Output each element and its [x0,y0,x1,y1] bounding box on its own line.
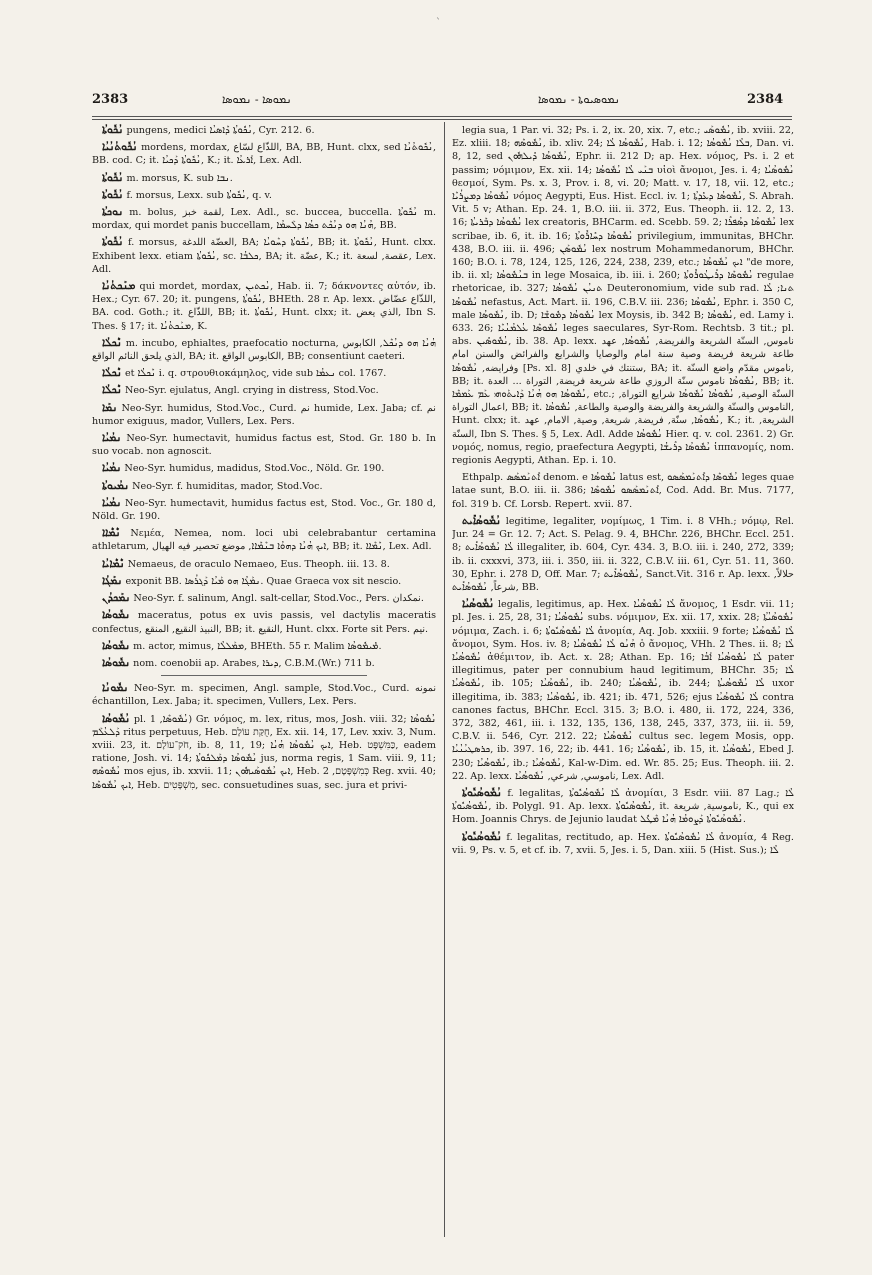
dictionary-entry [92,236,436,276]
entry-headword: ܢܳܟܽܘܬܳܐ [102,236,124,249]
dictionary-entry [452,471,794,511]
dictionary-entry [452,515,794,594]
entry-headword: ܢܡܽܘܣܳܐ [102,656,131,669]
dictionary-entry [92,713,436,792]
entry-headword: ܢܡܳܝܘܬܳܐ [102,479,130,492]
entry-headword: ܢܡܰܟܕܳܢ [102,592,131,605]
dictionary-entry [92,609,436,635]
dictionary-entry [452,598,794,783]
entry-headword: ܢܡܽܘܢܳܐ [102,682,129,695]
column-separator [444,122,445,1237]
entry-text: f. morsus, Lexx. sub ܢܳܟܽܘܬܳܐ, q. v. [126,189,272,201]
entry-text: Neo-Syr. humidus, Stod.Voc., Curd. نم humide, Lex. Jaba; cf. نم humor exiguus, mador, Vullers, Lex. Pers. [92,402,436,427]
entry-headword: ܢܶܟܠܳܐ [102,384,122,397]
entry-headword: ܢܳܟܽܘܬܳܐ [102,171,124,184]
dictionary-entry [92,189,436,202]
right-column [452,124,794,1234]
entry-text: et ܢܶܟܠܳܐ i. q. στρουθιοκάμηλος, vide sub ܢܥܡܳܐ col. 1767. [124,368,387,380]
entry-text: nom. coenobii ap. Arabes, ܕܝܪܐ, C.B.M.(Wr.) 711 b. [133,657,375,669]
entry-headword: ܢܳܟܽܘܬܳܐ [102,124,124,136]
entry-text: mordens, mordax, اللذّاع لسّاع, BA, BB, Hunt. clxx, sed ܢܳܟܽܘܬܳܢܳܐ, BB. cod. C; it. ܢܳܟܽܘܬܳܐ ܕܰܟܝܳܐ, K.; it. ܐܰܪܥܳܐ, Lex. Adl. [92,142,436,167]
header-rule-bottom [92,119,792,120]
entry-text: Nemaeus, de oraculo Nemaeo, Eus. Theoph. iii. 13. 8. [127,558,390,570]
entry-headword: ܢܶܟܠܳܐ [102,367,122,380]
dictionary-entry [92,657,436,670]
dictionary-entry [92,402,436,428]
entry-text: pungens, medici ܢܳܟܽܘܬܳܐ ܕܶܐܣܝܳܐ, Cyr. 212. 6. [126,125,315,136]
entry-headword: ܢܶܟܠܳܐ [102,336,122,349]
dictionary-entry [92,575,436,588]
dictionary-entry [92,432,436,458]
entry-headword: ܢܳܡܽܘܣܳܐ [102,712,131,725]
dictionary-entry [92,592,436,605]
running-header [0,92,872,114]
entry-headword: ܢܳܡܽܘܣܳܐܺܝܬ [462,514,501,527]
entry-text: m. actor, mimus, ܡܡܰܠܠܳܐ, BHEth. 55 r. Malim ܡܺܝܡܽܘܣܳܐ. [133,640,382,652]
left-column [92,124,436,1234]
entry-headword: ܢܡܰܐ [102,401,118,414]
entry-text: maceratus, potus ex uvis passis, vel dactylis maceratis confectus, النبيذ النقيع, المنقع, BB; it. النقيع, Hunt. clxx. Forte sit Pers. نيم. [92,610,436,635]
dictionary-entry [92,172,436,185]
entry-headword: ܢܡܳܝܳܐ [102,496,122,509]
entry-text: Neo-Syr. m. specimen, Angl. sample, Stod.Voc., Curd. نمونه échantillon, Lex. Jaba; it. specimen, Vullers, Lex. Pers. [92,683,436,708]
dictionary-entry [92,682,436,708]
dictionary-entry [92,527,436,553]
entry-text: m. incubo, ephialtes, praefocatio nocturna, ܗܳܢܳܐ ܗܘ ܕܢܳܟܶܠ, الكابوس الذي يلحق النائم الواقع, BA; it. الكابوس الواقع, BB; consentiunt caeteri. [92,337,436,363]
dictionary-entry [92,384,436,397]
entry-text: Neo-Syr. humectavit, humidus factus est, Stod. Voc., Gr. 180 d, Nöld. Gr. 190. [92,497,436,523]
entry-headword: ܢܡܽܘܣܳܐ [102,639,131,652]
dictionary-entry [92,124,436,137]
entry-headword: ܢܳܡܽܘܣܳܝܽܘܬܳܐ [462,830,502,843]
entry-text: legalis, legitimus, ap. Hex. ܠܳܐ ܢܳܡܽܘܣܳܝܳܐ ἄνομος, 1 Esdr. vii. 11; pl. Jes. i. 25, 28, 31; ܢܳܡܽܘܣܳܝܳܐ subs. νόμιμον, Ex. xii. 17, xxix. 28; ܢܳܡܽܘܣܳܝܳܬܳܐ νόμιμα, Zach. i. 6; ܠܳܐ ܢܳܡܽܘܣܳܝܽܘܬܳܐ ἀνομία, Aq. Job. xxxiii. 9 forte; ܠܳܐ ܢܳܡܽܘܣܳܝܳܐ ἄνομοι, Sym. Hos. iv. 8; ܗܳܢܳܘ ܠܳܐ ܢܳܡܽܘܣܳܝܳܐ ὁ ἄνομος, VHh. 2 Thes. ii. 8; ܠܳܐ ܢܳܡܽܘܣܳܝܳܐ ἀθέμιτον, ib. Act. x. 28; Athan. Ep. 16; ܠܳܐ ܢܳܡܽܘܣܳܝܳܐ ܐܰܒܳܐ pater illegitimus, pater per connubium haud legitimum, BHChr. 35; ܠܳܐ ܢܳܡܽܘܣܳܝܳܐ, ib. 105; ܢܳܡܽܘܣܳܝܳܐ, ib. 240; ܢܳܡܽܘܣܳܝܳܐ, ib. 244; ܠܳܐ ܢܳܡܽܘܣܳܝܬܳܐ uxor illegitima, ib. 383; ܢܳܡܽܘܣܳܝܳܐ, ib. 421; ib. 471, 526; ejus ܠܳܐ ܢܳܡܽܘܣܳܝܳܐ contra canones factus, BHChr. Eccl. 315. 3; B.O. i. 480, ii. 172, 224, 336, 372, 382, 461, iii. i. 132, 135, 136, 138, 245, 337, 373, iii. ii. 59, C.B.V. ii. 546, Cyr. 212. 22; ܢܳܡܽܘܣܳܝܳܐ cultus sec. legem Mosis, opp. ܟܪܣܛܝܳܢܳܝܳܐ, ib. 397. 16, 22; ib. 441. 16; ܢܳܡܽܘܣܳܝܳܐ, ib. 15, it. ܢܳܡܽܘܣܳܝܳܐ, Ebed J. 230; ܢܳܡܽܘܣܳܝܳܐ, ib.; ܢܳܡܽܘܣܳܝܳܐ, Kal-w-Dim. ed. Wr. 85. 25; Eus. Theoph. iii. 2. 22. Ap. lexx. ناموسي, شرعي, ܢܳܡܽܘܣܳܝܳܐ, Lex. Adl. [452,599,794,782]
dictionary-entry [92,280,436,333]
entry-text: pl. ܢܳܡܽܘܣܶܐ, 1) Gr. νόμος, m. lex, ritus, mos, Josh. viii. 32; ܢܳܡܽܘܣܳܐ ܕܰܠܥܳܠܰܡ ritus perpetuus, Heb. חֻקַּת עוֹלָם, Ex. xii. 14, 17, Lev. xxiv. 3, Num. xviii. 23, it. חֹק־עוֹלָם, ib. 8, 11, 19; ܐܝܟ ܢܳܡܽܘܣܳܐ ܗܳܢܳܐ, Heb. כַּמִּשְׁפָּט, eadem ratione, Josh. vi. 14; ܢܳܡܽܘܣܳܐ ܕܡܰܠܟܽܘܬܳܐ jus, norma regis, 1 Sam. viii. 9, 11; ܢܳܡܽܘܣܶܗ mos ejus, ib. xxvii. 11; ܐܝܟ ܢܳܡܽܘܣܰܝܗܽܘܢ, Heb. כְּמִשְׁפָּטָם, 2 Reg. xvii. 40; ܐܝܟ ܢܳܡܽܘܣܶܐ, Heb. מִשְׁפָּטִים, sec. consuetudines suas, sec. jura et privi- [92,713,436,791]
dictionary-entry [452,124,794,467]
entry-headword: ܢܳܡܽܘܣܳܝܽܘܬܳܐ [462,786,502,799]
entry-text: Ethpalp. ܐܶܬܢܰܡܣܰܣ denom. e ܢܳܡܽܘܣܳܐ latus est, ܢܳܡܽܘܣܶܐ ܕܐܶܬܢܰܡܣܰܣܘ leges quae latae sunt, B.O. iii. ii. 386; ܐܶܬܢܰܡܣܰܣܘ ܢܳܡܽܘܣܶܐ, Cod. Add. Br. Mus. 7177, fol. 319 b. Cf. Lorsb. Repert. xvii. 87. [452,472,794,510]
entry-text: legitime, legaliter, νομίμως, 1 Tim. i. 8 VHh.; νόμῳ, Rel. Jur. 24 = Gr. 12. 7; Act. S. Pelag. 9. 4, BHChr. 226, BHChr. Eccl. 251. 8; ܠܳܐ ܢܳܡܽܘܣܳܐܺܝܬ illegaliter, ib. 604, Cyr. 434. 3, B.O. iii. i. 240, 272, 339; ib. ii. cxxxvi, 373, iii. i. 350, iii. ii. 322, C.B.V. iii. 61, Cyr. 51. 11, 360. 30, Ephr. i. 278 D, Off. Mar. 7; ܢܳܡܽܘܣܳܐܺܝܬ, Sanct.Vit. 316 r. Ap. lexx. حلالاً, شرعاً, ܢܳܡܽܘܣܳܐܺܝܬ, BB. [452,515,794,593]
entry-text: m. morsus, K. sub ܢܒܐ. [126,172,233,184]
entry-text: qui mordet, mordax, ܢܳܟܬܝܢ, Hab. ii. 7; δάκνοντες αὐτόν, ib. Hex.; Cyr. 67. 20; it. pungens, ܢܳܟܽܘܬܳܐ, BHEth. 28 r. Ap. lexx. اللذّاع عضّاض, BA. cod. Goth.; it. اللذّاع, BB; it. ܢܳܟܽܘܬܳܐ, Hunt. clxx; it. الذي يعض, Ibn S. Thes. § 17; it. ܡܢܰܟܬܳܢܳܐ, K. [92,281,436,332]
dictionary-entry [92,558,436,571]
entry-text: f. morsus, العضّة اللدغة, BA; ܢܳܟܽܘܬܳܐ ܕܚܶܘܝܳܐ, BB; it. ܢܳܟܽܘܬܳܐ, Hunt. clxx. Exhibent lexx. etiam ܢܳܟܽܘܬܳܐ, sc. ܟܠܒܳܐ, BA; it. عضّة, K.; it. عقصة, لسعة, Lex. Adl. [92,237,436,275]
entry-text: Neo-Syr. f. humiditas, mador, Stod.Voc. [132,480,323,492]
entry-text: Νεμέα, Nemea, nom. loci ubi celebrabantur certamina athletarum, ܐܝܟ ܗܳܢܳܐ ܕܗܘܳܐ ܒܢܶܡܶܐܐ, موضع تحصير فيه الهيال, BB; it. ܢܶܡܶܐܐ, Lex. Adl. [92,528,436,553]
entry-text: Neo-Syr. ejulatus, Angl. crying in distress, Stod.Voc. [124,385,379,397]
entry-text: legia sua, 1 Par. vi. 32; Ps. i. 2, ix. 20, xix. 7, etc.; ܢܳܡܽܘܣܰܝ, ib. xviii. 22, Ez. xliii. 18; ܢܳܡܽܘܣܶܗ, ib. xliv. 24; ܢܳܡܽܘܣܳܐ ܠܳܐ, Hab. i. 12; ܒܠܳܐ ܢܳܡܽܘܣܳܐ, Dan. vi. 8, 12, sed ܢܳܡܽܘܣܳܐ ܕܺܝܠܗܽܘܢ, Ephr. ii. 212 D; ap. Hex. νόμος, Ps. i. 2 et passim; νόμιμον, Ex. xii. 14; ܒܢܰܝ ܠܳܐ ܢܳܡܽܘܣܳܐ υἱοὶ ἄνομοι, Jes. i. 4; ܢܳܡܽܘܣܳܝܳܐ θεσμοί, Sym. Ps. x. 3, Prov. i. 8, vi. 20; Matt. v. 17, 18, vii. 12, etc.; ܢܳܡܽܘܣܳܐ ܕܡܨܪܳܝܶܐ νόμος Aegypti, Eus. Hist. Eccl. iv. 1; ܢܳܡܽܘܣܳܐ ܕܥܺܕܬܳܐ, S. Abrah. Vit. 5 v; Athan. Ep. 24. 1, B.O. iii. ii. 372, Eus. Theoph. ii. 12. 2, 13. 16; ܢܳܡܽܘܣܳܐ ܕܒܶܪܝܬܳܐ lex creatoris, BHCarm. ed. Scebb. 59. 2; ܢܳܡܽܘܣܳܐ ܕܣܳܦܪܶܐ lex scribae, ib. 6, it. ib. 16; ܢܳܡܽܘܣܳܐ ܕܚܺܐܪܽܘܬܳܐ privilegium, immunitas, BHChr. 438, B.O. iii. ii. 496; ܢܳܡܽܘܣܰܢ lex nostrum Mohammedanorum, BHChr. 160; B.O. i. 78, 124, 125, 126, 224, 238, 239, etc.; ܐܝܟ ܢܳܡܽܘܣܳܐ "de more, ib. ii. xl; ܒܢܳܡܽܘܣܳܐ in lege Mosaica, ib. iii. i. 260; ܢܳܡܽܘܣܶܐ ܕܪܺܝܛܳܘܪܽܘܬܳܐ regulae rhetoricae, ib. 327; ܬܢܝܳܢ ܢܳܡܽܘܣܳܐ Deuteronomium, vide sub rad. ܬܢܐ; ܠܳܐ ܢܳܡܽܘܣܳܐ nefastus, Act. Mart. ii. 196, C.B.V. iii. 236; ܢܳܡܽܘܣܳܐ, Ephr. i. 350 C, male ܢܳܡܽܘܣܳܐ, ib. D; ܢܳܡܽܘܣܳܐ ܕܡܽܘܫܶܐ lex Moysis, ib. 342 B; ܢܳܡܽܘܣܳܐ, ed. Lamy i. 633. 26; ܢܳܡܽܘܣܶܐ ܥܳܠܡܳܢܳܝܶܐ leges saeculares, Syr-Rom. Rechtsb. 3 tit.; pl. abs. ܢܳܡܽܘܣܺܝܢ, ib. 38. Ap. lexx. ناموس, السنّة الشريعة والفريضة, ܢܳܡܽܘܣܳܐ, عهد طاعة شريعة فريضة وصية سنة امام والوصايا والشرايع والفرائض والسنن امام وفرايضه, ܢܳܡܽܘܣܳܐ [Ps. xl. 8] ستنتك في خلدي, BA; it. ناموس مقدّم واضع السنّة, BB; it. ܢܳܡܽܘܣܳܐ ناموس سنّة الروزي طاعة شريعة فريضة, التوراة ... العدة, BB; it. ܢܳܡܽܘܣܳܐ ܗܘ ܗܳܢܳܐ ܕܰܐܝܬܰܘܗܝ ܥܰܡ ܥܰܡܡܶܐ, etc.; السنّة الوصية, ܢܳܡܽܘܣܳܐ ܢܳܡܽܘܣܳܐ شرايع التوراة, اعمال التوراة, BB; it. الناموس والسنّة والشريعة والفريضة والوصية والطاعة, ܢܳܡܽܘܣܳܐ, Hunt. clxx; it. ܢܳܡܽܘܣܳܐ, سنّة, فريضة, شريعة, وصية, الامام, عهد, K.; it. الشريعة, السنّة, Ibn S. Thes. § 5, Lex. Adl. Adde ܢܳܡܽܘܣܳܐ Hier. q. v. col. 2361. 2) Gr. νομός, nomus, regio, praefectura Aegypti, ܢܳܡܽܘܣܳܐ ܕܪܶܝܫܳܐ ἱππανομίς, nom. regionis Aegypti, Athan. Ep. i. 10. [452,125,794,467]
entry-text: Neo-Syr. humidus, madidus, Stod.Voc., Nöld. Gr. 190. [124,463,385,475]
entry-text: m. bolus, لقمة خبز, Lex. Adl., sc. buccea, buccella. ܢܳܟܽܘܬܳܐ m. mordax, qui mordet panis buccellam, ܗܳܢܳܐ ܗܘ ܕܢܳܟܶܬ ܟܣܳܐ ܕܠܰܚܡܳܐ, BB. [92,207,436,232]
top-mark: ` [436,18,441,29]
entry-headword: ܢܘܟܬܳܐ [102,206,124,219]
entry-text: exponit BB. ܢܡܰܓܳܐ ܗܘ ܡܰܝܳܐ ܕܰܓܪܳܣܐ. Quae Graeca vox sit nescio. [125,575,402,587]
entry-text: Neo-Syr. f. salinum, Angl. salt-cellar, Stod.Voc., Pers. نمكدان. [133,593,424,605]
dictionary-entry [92,640,436,653]
entry-headword: ܢܶܡܶܐܐ [102,527,121,540]
entry-headword: ܢܡܳܝܳܐ [102,462,122,475]
dictionary-entry [92,141,436,167]
entry-headword: ܢܡܳܝܳܐ [102,432,122,445]
header-rule-top [92,116,792,117]
entry-headword: ܢܳܟܽܘܬܳܢܳܝܳܐ [102,141,138,154]
entry-headword: ܢܳܡܽܘܣܳܝܳܐ [462,598,495,611]
entry-text: Neo-Syr. humectavit, humidus factus est, Stod. Gr. 180 b. In suo vocab. non agnoscit. [92,433,436,458]
dictionary-entry [92,497,436,523]
entry-text: f. legalitas, ܠܳܐ ܢܳܡܽܘܣܳܝܽܘܬܳܐ ἀνομίαι, 3 Esdr. viii. 87 Lag.; ܠܳܐ ܢܳܡܽܘܣܳܝܽܘܬܳܐ, ib. Polygl. 91. Ap. lexx. ܢܳܡܽܘܣܳܝܽܘܬܳܐ, it. ناموسية, شريعة, K., qui ex Hom. Joannis Chrys. de Jejunio laudat ܢܳܡܽܘܣܳܝܽܘܬܳܐ ܕܰܨܘܡܳܐ ܗܳܢܳܐ ܡܶܛܽܠ. [452,787,794,826]
entry-headword: ܢܶܡܶܐܝܳܐ [102,557,125,570]
entry-headword: ܢܡܽܘܣܳܐ [102,609,131,622]
dictionary-entry [92,480,436,493]
dictionary-entry [92,337,436,363]
entry-headword: ܡܢܰܟܬܳܢܳܐ [102,280,136,293]
entry-headword: ܢܡܰܓܳܐ [102,574,123,587]
dictionary-entry [92,367,436,380]
dictionary-entry [92,206,436,232]
dictionary-entry [452,831,794,857]
section-divider [161,675,367,676]
left-page-number: 2383 [92,92,129,107]
dictionary-entry [452,787,794,827]
entry-text: f. legalitas, rectitudo, ap. Hex. ܠܳܐ ܢܳܡܽܘܣܳܝܽܘܬܳܐ ἀνομία, 4 Reg. vii. 9, Ps. v. 5, et cf. ib. 7, xvii. 5, Jes. i. 5, Dan. xiii. 5 (Hist. Sus.); ܠܳܐ [452,831,794,856]
right-running-title: ܢܡܘܣܝܘܬܐ - ܢܡܘܣܐ [538,93,620,106]
right-page-number: 2384 [747,92,784,107]
entry-headword: ܢܳܟܽܘܬܳܐ [102,188,124,201]
dictionary-entry [92,462,436,475]
left-running-title: ܢܡܘܣܐ - ܢܡܘܣܐ [222,93,292,106]
